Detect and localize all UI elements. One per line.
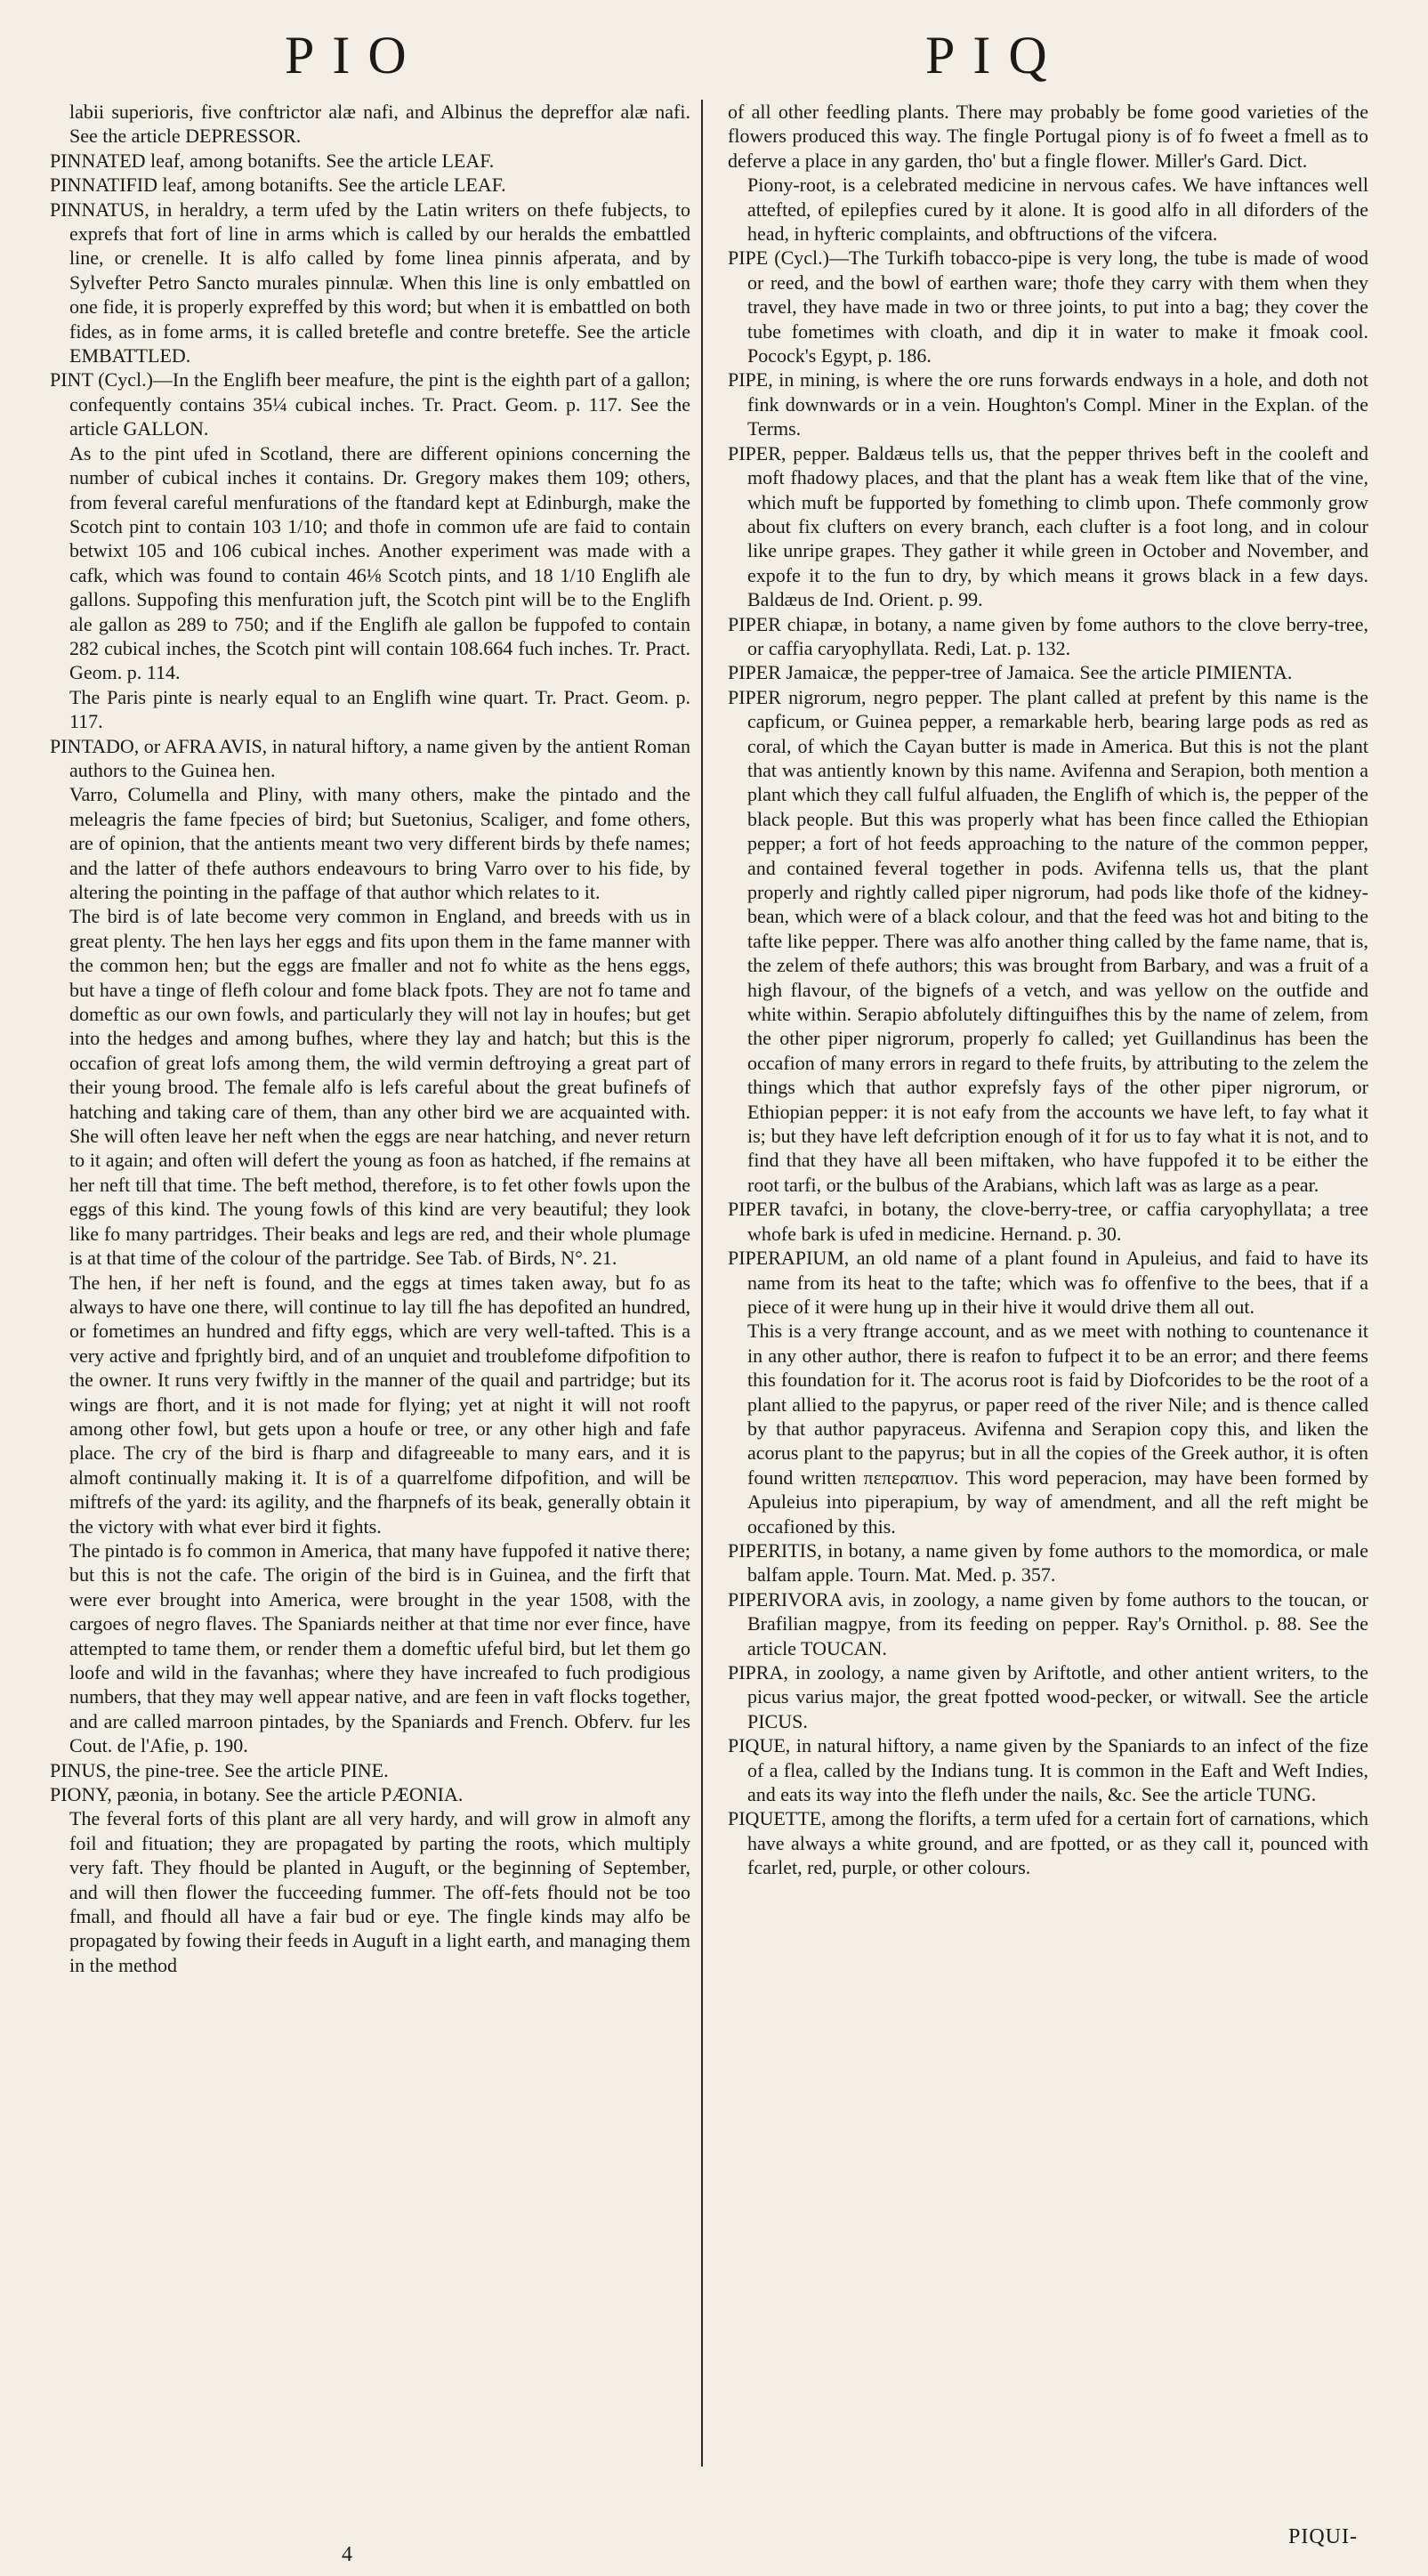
folio-number: 4 xyxy=(342,2543,352,2566)
running-head xyxy=(0,25,1428,96)
entry-paragraph: Piony-root, is a celebrated medicine in nervous cafes. We have inftances well attefted, of epilepfies cured by it alone. It is good alfo in all diforders of the head, in hyfteric complaints, and obftructions of the vifcera. xyxy=(747,174,1368,246)
head-left: PIO xyxy=(285,26,424,85)
dictionary-entry: PIQUETTE, among the florifts, a term ufed for a certain fort of carnations, which have always a white ground, and are fpotted, or as they call it, pounced with fcarlet, red, purple, or other colours. xyxy=(728,1807,1368,1879)
dictionary-entry: PIONY, pæonia, in botany. See the article PÆONIA. xyxy=(50,1783,464,1806)
dictionary-entry: PIPER Jamaicæ, the pepper-tree of Jamaica. See the article PIMIENTA. xyxy=(728,661,1293,684)
entry-paragraph: of all other feedling plants. There may probably be fome good varieties of the flowers produced this way. The fingle Portugal piony is of fo fweet a fmell as to deferve a place in any garden, tho' but a fingle flower. Miller's Gard. Dict. xyxy=(728,101,1368,172)
right-column xyxy=(728,100,1368,2484)
dictionary-entry: PINNATED leaf, among botanifts. See the article LEAF. xyxy=(50,149,495,172)
entry-paragraph: The pintado is fo common in America, that many have fuppofed it native there; but this is not the cafe. The origin of the bird is in Guinea, and the firft that were ever brought into America, were brought in the year 1508, with the cargoes of negro flaves. The Spaniards neither at that time nor ever fince, have attempted to tame them, or render them a domeftic ufeful bird, but let them go loofe and wild in the favanhas; where they have increafed to fuch prodigious numbers, that they may well appear native, and are feen in vaft flocks together, and are called marroon pintades, by the Spaniards and French. Obferv. fur les Cout. de l'Afie, p. 190. xyxy=(69,1538,690,1757)
dictionary-entry: PIPERITIS, in botany, a name given by fome authors to the momordica, or male balfam apple. Tourn. Mat. Med. p. 357. xyxy=(728,1538,1368,1587)
dictionary-entry: PIPER tavafci, in botany, the clove-berry-tree, or caffia caryophyllata; a tree whofe bark is ufed in medicine. Hernand. p. 30. xyxy=(728,1198,1368,1245)
entry-paragraph: The hen, if her neft is found, and the eggs at times taken away, but fo as always to have one there, will continue to lay till fhe has depofited an hundred, or fometimes an hundred and fifty eggs, which are very well-tafted. This is a very active and fprightly bird, and of an unquiet and troublefome difpofition to the owner. It runs very fwiftly in the manner of the quail and partridge; but its wings are fhort, and it is not made for flying; yet at night it will not rooft among other fowl, but gets upon a houfe or tree, or any other high and fafe place. The cry of the bird is fharp and difagreeable to many ears, and it is almoft continually making it. It is of a quarrelfome difpofition, and will be miftrefs of the yard: its agility, and the fharpnefs of its beak, generally obtain it the victory with what ever bird it fights. xyxy=(69,1271,690,1538)
dictionary-entry: PIPERIVORA avis, in zoology, a name given by fome authors to the toucan, or Brafilian magpye, from its feeding on pepper. Ray's Ornithol. p. 88. See the article TOUCAN. xyxy=(728,1587,1368,1659)
dictionary-entry: PINNATUS, in heraldry, a term ufed by the Latin writers on thefe fubjects, to exprefs that fort of line in arms which is called by our heralds the embattled line, or crenelle. It is alfo called by fome linea pinnis afperata, and by Sylvefter Petro Sancto murales pinnulæ. When this line is only embattled on one fide, it is properly expreffed by this word; but when it is embattled on both fides, as in fome arms, it is called bretefle and contre breteffe. See the article EMBATTLED. xyxy=(50,198,690,367)
left-column xyxy=(50,100,690,2484)
dictionary-entry: PIPRA, in zoology, a name given by Ariftotle, and other antient writers, to the picus varius major, the great fpotted wood-pecker, or witwall. See the article PICUS. xyxy=(728,1661,1368,1732)
dictionary-entry: PIQUE, in natural hiftory, a name given by the Spaniards to an infect of the fize of a flea, called by the Indians tung. It is common in the Eaft and Weft Indies, and eats its way into the flefh under the nails, &c. See the article TUNG. xyxy=(728,1734,1368,1806)
head-right: PIQ xyxy=(925,26,1065,85)
dictionary-entry: PINNATIFID leaf, among botanifts. See the article LEAF. xyxy=(50,174,506,197)
dictionary-entry: PIPE, in mining, is where the ore runs forwards endways in a hole, and doth not fink downwards or in a vein. Houghton's Compl. Miner in the Explan. of the Terms. xyxy=(728,368,1368,440)
dictionary-entry: PINT (Cycl.)—In the Englifh beer meafure, the pint is the eighth part of a gallon; confequently contains 35¼ cubical inches. Tr. Pract. Geom. p. 117. See the article GALLON. xyxy=(50,368,690,440)
dictionary-entry: PIPER, pepper. Baldæus tells us, that the pepper thrives beft in the cooleft and moft fhadowy places, and that the plant has a weak ftem like that of the vine, which muft be fupported by fomething to climb upon. Thefe commonly grow about fix clufters on every branch, each clufter is a foot long, and in colour like unripe grapes. They gather it while green in October and November, and expofe it to the fun to dry, by which means it grows black in a few days. Baldæus de Ind. Orient. p. 99. xyxy=(728,441,1368,611)
dictionary-entry: PIPERAPIUM, an old name of a plant found in Apuleius, and faid to have its name from its heat to the tafte; which was fo offenfive to the bees, that if a piece of it were hung up in their hive it would drive them all out. xyxy=(728,1247,1368,1318)
dictionary-entry: PIPER nigrorum, negro pepper. The plant called at prefent by this name is the capficum, or Guinea pepper, a remarkable herb, bearing large pods as red as coral, of which the Cayan butter is made in America. But this is not the plant that was antiently known by this name. Avifenna and Serapion, both mention a plant which they call fulful alfuaden, the Englifh of which is, the pepper of the black people. But this was properly what has been fince called the Ethiopian pepper; a fort of hot feeds approaching to the nature of the common pepper, and contained feveral together in pods. Avifenna tells us, that the plant properly and rightly called piper nigrorum, had pods like thofe of the kidney-bean, which were of a black colour, and that the feed was hot and biting to the tafte like pepper. There was alfo another thing called by the fame name, that is, the zelem of thefe authors; this was brought from Barbary, and was a fruit of a high flavour, of the bignefs of a vetch, and was yellow on the outfide and white within. Serapio abfolutely diftinguifhes this by the name of zelem, from the other piper nigrorum, properly fo called; yet Guillandinus has been the occafion of many errors in regard to thefe fruits, by attributing to the zelem the things which that author exprefsly fays of the other piper nigrorum, or Ethiopian pepper: it is not eafy from the accounts we have left, to fay what it is; but they have left defcription enough of it for us to fay what it is not, and to find that they have all been miftaken, who have fuppofed it to be either the root tarfi, or the bulbus of the Arabians, which laft was as large as a pear. xyxy=(728,685,1368,1196)
entry-paragraph: labii superioris, five conftrictor alæ nafi, and Albinus the depreffor alæ nafi. See the article DEPRESSOR. xyxy=(69,101,690,148)
dictionary-entry: PIPER chiapæ, in botany, a name given by fome authors to the clove berry-tree, or caffia caryophyllata. Redi, Lat. p. 132. xyxy=(728,612,1368,659)
column-rule xyxy=(701,100,703,2467)
dictionary-entry: PINUS, the pine-tree. See the article PINE. xyxy=(50,1758,389,1781)
entry-paragraph: The Paris pinte is nearly equal to an Englifh wine quart. Tr. Pract. Geom. p. 117. xyxy=(69,685,690,733)
entry-paragraph: Varro, Columella and Pliny, with many others, make the pintado and the meleagris the fame fpecies of bird; but Suetonius, Scaliger, and fome others, are of opinion, that the antients meant two very different birds by thefe names; and the latter of thefe authors endeavours to bring Varro over to his fide, by altering the pointing in the paffage of that author which relates to it. xyxy=(69,783,690,903)
entry-paragraph: This is a very ftrange account, and as we meet with nothing to countenance it in any other author, there is reafon to fufpect it to be an error; and there feems this foundation for it. The acorus root is faid by Diofcorides to be the root of a plant allied to the papyrus, or paper reed of the river Nile; and is thence called by that author papyraceus. Avifenna and Serapion copy this, and liken the acorus plant to the papyrus; but in all the copies of the Greek author, it is often found written πεπεραπιον. This word peperacion, may have been formed by Apuleius into piperapium, by way of amendment, and all the reft might be occafioned by this. xyxy=(747,1320,1368,1538)
entry-paragraph: As to the pint ufed in Scotland, there are different opinions concerning the number of cubical inches it contains. Dr. Gregory makes them 109; others, from feveral careful menfurations of the ftandard kept at Edinburgh, make the Scotch pint to contain 103 1/10; and thofe in common ufe are faid to contain betwixt 105 and 106 cubical inches. Another experiment was made with a cafk, which was found to contain 46⅛ Scotch pints, and 18 1/10 Englifh ale gallons. Suppofing this menfuration juft, the Scotch pint will be to the Englifh ale gallon as 289 to 750; and if the Englifh ale gallon be fuppofed to contain 282 cubical inches, the Scotch pint will contain 108.664 fuch inches. Tr. Pract. Geom. p. 114. xyxy=(69,441,690,684)
entry-paragraph: The bird is of late become very common in England, and breeds with us in great plenty. The hen lays her eggs and fits upon them in the fame manner with the common hen; but the eggs are fmaller and not fo white as the hens eggs, but have a tinge of flefh colour and fome black fpots. They are not fo tame and domeftic as our own fowls, and particularly they will not lay in houfes; but get into the hedges and among bufhes, where they lay and hatch; but this is the occafion of great lofs among them, the wild vermin deftroying a great part of their young brood. The female alfo is lefs careful about the great bufinefs of hatching and taking care of them, than any other bird we are acquainted with. She will often leave her neft when the eggs are near hatching, and never return to it again; and often will defert the young as foon as hatched, if fhe remains at her neft till that time. The beft method, therefore, is to fet other fowls upon the eggs of this kind. The young fowls of this kind are very beautiful; they look like fo many partridges. Their beaks and legs are red, and their whole plumage is at that time of the colour of the partridge. See Tab. of Birds, N°. 21. xyxy=(69,905,690,1270)
catchword: PIQUI- xyxy=(1288,2525,1358,2548)
dictionary-entry: PIPE (Cycl.)—The Turkifh tobacco-pipe is very long, the tube is made of wood or reed, and the bowl of earthen ware; thofe they carry with them when they travel, they have made in two or three joints, to put into a bag; they cover the tube fometimes with cloath, and dip it in water to make it fmoak cool. Pocock's Egypt, p. 186. xyxy=(728,246,1368,367)
entry-paragraph: The feveral forts of this plant are all very hardy, and will grow in almoft any foil and fituation; they are propagated by parting the roots, which multiply very faft. They fhould be planted in Auguft, or the beginning of September, and will then flower the fucceeding fummer. The off-fets fhould not be too fmall, and fhould all have a fair bud or eye. The fingle kinds may alfo be propagated by fowing their feeds in Auguft in a light earth, and managing them in the method xyxy=(69,1807,690,1976)
dictionary-entry: PINTADO, or AFRA AVIS, in natural hiftory, a name given by the antient Roman authors to the Guinea hen. xyxy=(50,734,690,781)
